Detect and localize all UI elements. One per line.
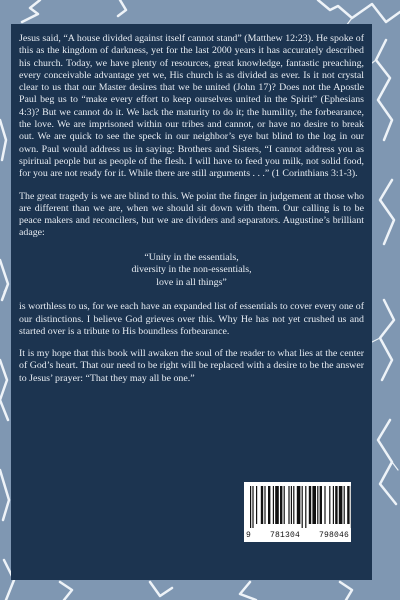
barcode-bar	[309, 486, 311, 524]
lightning-bolt	[0, 470, 9, 520]
barcode-bar	[324, 486, 325, 524]
barcode-bar	[335, 486, 337, 524]
barcode-digit-group-2: 798046	[318, 531, 349, 540]
lightning-bolt	[318, 0, 400, 22]
body-paragraph-3: is worthless to us, for we each have an expanded list of essentials to cover every one of our distinctions. I believe God grieves over this. Why He has not yet crushed us and started over is a tribute to His boundless forbearance.	[19, 301, 364, 337]
lightning-branch	[372, 338, 380, 342]
barcode-digits	[246, 531, 349, 540]
augustine-quote	[19, 252, 364, 290]
barcode-bar	[347, 486, 349, 524]
body-paragraph-2: The great tragedy is we are blind to this. We point the finger in judgement at those who are different than we are, when we should sit down with them. Our calling is to be peace makers and reconcilers, but we are dividers and separators. Augustine’s brilliant adage:	[19, 190, 364, 239]
barcode-bar	[252, 486, 253, 528]
body-paragraph-1: Jesus said, “A house divided against itself cannot stand” (Matthew 12:23). He spoke of this as the kingdom of darkness, yet for the last 2000 years it has accurately described his church. Today, we have plenty of resources, great knowledge, fantastic preaching, every conceivable advantage yet we, His church is as divided as ever. Is it not crystal clear to us that our Master desires that we be united (John 17)? Does not the Apostle Paul beg us to “make every effort to keep ourselves united in the Spirit” (Ephesians 4:3)? But we cannot do it. We lack the maturity to do it; the humility, the forbearance, the love. We are imprisoned within our tribes and cannot, or have no desire to break out. We are quick to see the speck in our neighbor’s eye but blind to the log in our own. Paul would address us in saying: Brothers and Sisters, “I cannot address you as spiritual people but as people of the flesh. I will have to feed you milk, not solid food, for you are not ready for it. While there are still arguments . . .” (1 Corinthians 3:1-3).	[19, 33, 364, 180]
lightning-bolt	[376, 40, 392, 140]
barcode-bar	[293, 486, 294, 524]
lightning-bolt	[240, 582, 256, 600]
isbn-barcode	[244, 482, 351, 542]
barcode-bar	[339, 486, 343, 524]
barcode-bar	[268, 486, 270, 524]
barcode-bar	[261, 486, 263, 524]
barcode-bar	[275, 486, 279, 524]
barcode-bar	[288, 486, 289, 524]
barcode-bar	[317, 486, 318, 524]
lightning-bolt	[118, 0, 126, 16]
barcode-bar	[320, 486, 322, 524]
barcode-bar	[312, 486, 316, 524]
barcode-bar	[256, 486, 257, 524]
barcode-bar	[280, 486, 282, 524]
lightning-bolt	[22, 0, 40, 22]
barcode-bar	[297, 486, 301, 524]
barcode-digit-lead: 9	[246, 531, 252, 540]
barcode-bars	[244, 482, 351, 532]
barcode-bar	[302, 486, 303, 528]
quote-line: “Unity in the essentials,	[144, 251, 239, 263]
lightning-branch	[392, 462, 398, 470]
lightning-bolt	[0, 120, 6, 160]
lightning-bolt	[378, 420, 396, 504]
barcode-bar	[329, 486, 330, 524]
barcode-bar	[284, 486, 285, 524]
body-paragraph-4: It is my hope that this book will awaken the soul of the reader to what lies at the center of God’s heart. That our need to be right will be replaced with a desire to be the answer to Jesus’ prayer: “That they may all be one.”	[19, 348, 364, 384]
barcode-digit-group-1: 781304	[269, 531, 300, 540]
lightning-bolt	[150, 582, 172, 596]
lightning-bolt	[380, 300, 394, 380]
barcode-bar	[273, 486, 274, 524]
barcode-bar	[291, 486, 292, 524]
lightning-bolt	[0, 360, 8, 420]
lightning-bolt	[0, 260, 8, 300]
lightning-bolt	[380, 180, 394, 244]
quote-line: love in all things”	[156, 276, 227, 288]
lightning-bolt	[340, 582, 352, 600]
barcode-bar	[250, 486, 251, 528]
quote-line: diversity in the non-essentials,	[131, 264, 252, 276]
barcode-bar	[305, 486, 306, 528]
lightning-bolt	[60, 582, 72, 600]
barcode-bar	[344, 486, 345, 524]
barcode-bar	[333, 486, 334, 524]
barcode-bar	[264, 486, 265, 524]
